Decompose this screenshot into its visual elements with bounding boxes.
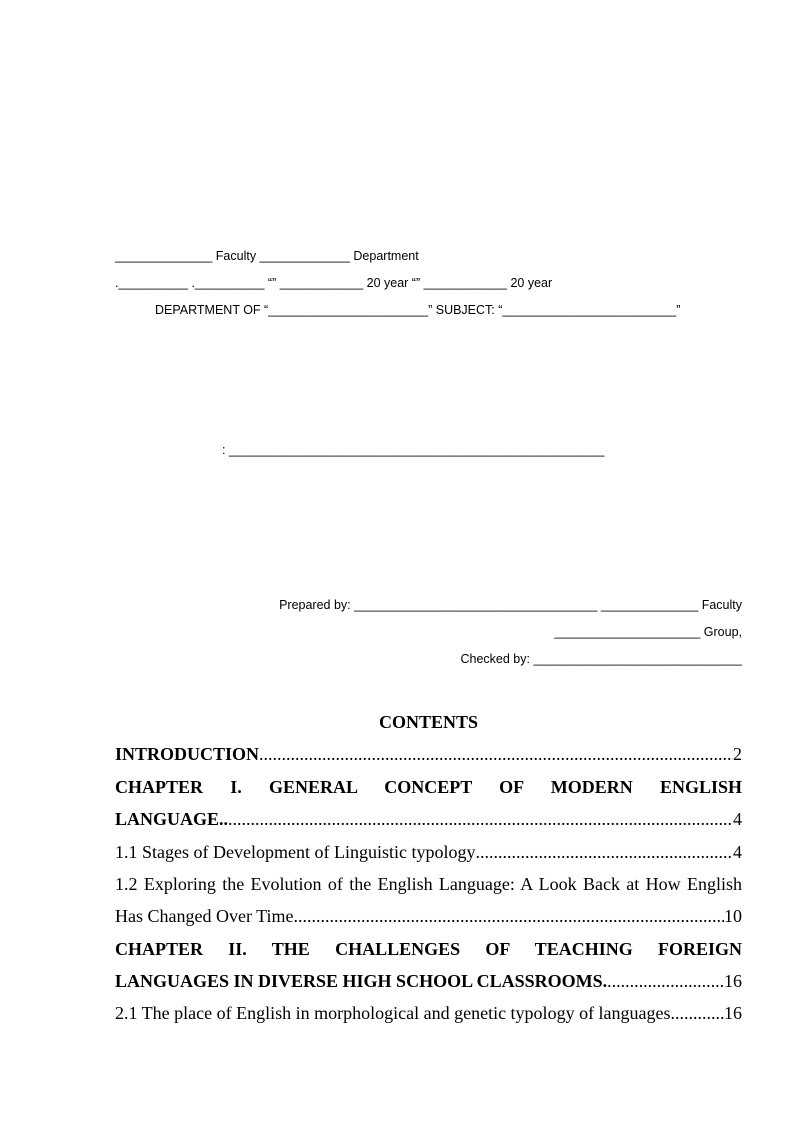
department-subject-line: DEPARTMENT OF “_______________________” SUBJECT: “_________________________” [155, 303, 681, 317]
toc-entry-1-2-line-1[interactable]: 1.2 Exploring the Evolution of the English Language: A Look Back at How English [115, 874, 742, 894]
toc-leader-dots [607, 970, 724, 992]
toc-entry-chapter-2[interactable] [115, 970, 742, 992]
toc-page-number: 2 [733, 744, 742, 764]
toc-leader-dots [675, 1002, 724, 1024]
toc-entry-1-2[interactable] [115, 905, 742, 927]
contents-title: CONTENTS [378, 712, 479, 732]
toc-leader-dots [294, 905, 725, 927]
toc-page-number: 16 [724, 1003, 742, 1023]
toc-leader-dots [259, 743, 733, 765]
toc-entry-2-1[interactable] [115, 1002, 742, 1024]
group-line: _____________________ Group, [554, 625, 742, 639]
toc-entry-label: LANGUAGE.. [115, 809, 229, 829]
toc-leader-dots [475, 841, 733, 863]
checked-by-line: Checked by: ______________________________ [460, 652, 742, 666]
toc-entry-label: 2.1 The place of English in morphological and genetic typology of languages. [115, 1003, 676, 1023]
prepared-by-line: Prepared by: ___________________________________ ______________ Faculty [279, 598, 742, 612]
table-of-contents [115, 743, 742, 1043]
date-line: .__________ .__________ “” ____________ 20 year “” ____________ 20 year [115, 276, 553, 290]
toc-entry-label: Has Changed Over Time [115, 906, 294, 926]
toc-entry-chapter-2-line-1[interactable]: CHAPTER II. THE CHALLENGES OF TEACHING FOREIGN [115, 939, 742, 959]
toc-entry-label: INTRODUCTION [115, 744, 260, 764]
work-title-field: : ______________________________________________________ [222, 443, 605, 457]
toc-page-number: 4 [733, 842, 742, 862]
toc-entry-label: 1.1 Stages of Development of Linguistic typology [115, 842, 476, 862]
toc-page-number: 4 [733, 809, 742, 829]
toc-entry-introduction[interactable] [115, 743, 742, 765]
toc-leader-dots [228, 808, 733, 830]
faculty-department-line: ______________ Faculty _____________ Department [115, 249, 419, 263]
toc-entry-label: LANGUAGES IN DIVERSE HIGH SCHOOL CLASSROOMS. [115, 971, 608, 991]
toc-entry-chapter-1-line-1[interactable]: CHAPTER I. GENERAL CONCEPT OF MODERN ENGLISH [115, 777, 742, 797]
toc-page-number: 16 [724, 971, 742, 991]
toc-entry-1-1[interactable] [115, 841, 742, 863]
toc-page-number: 10 [724, 906, 742, 926]
toc-entry-chapter-1[interactable] [115, 808, 742, 830]
